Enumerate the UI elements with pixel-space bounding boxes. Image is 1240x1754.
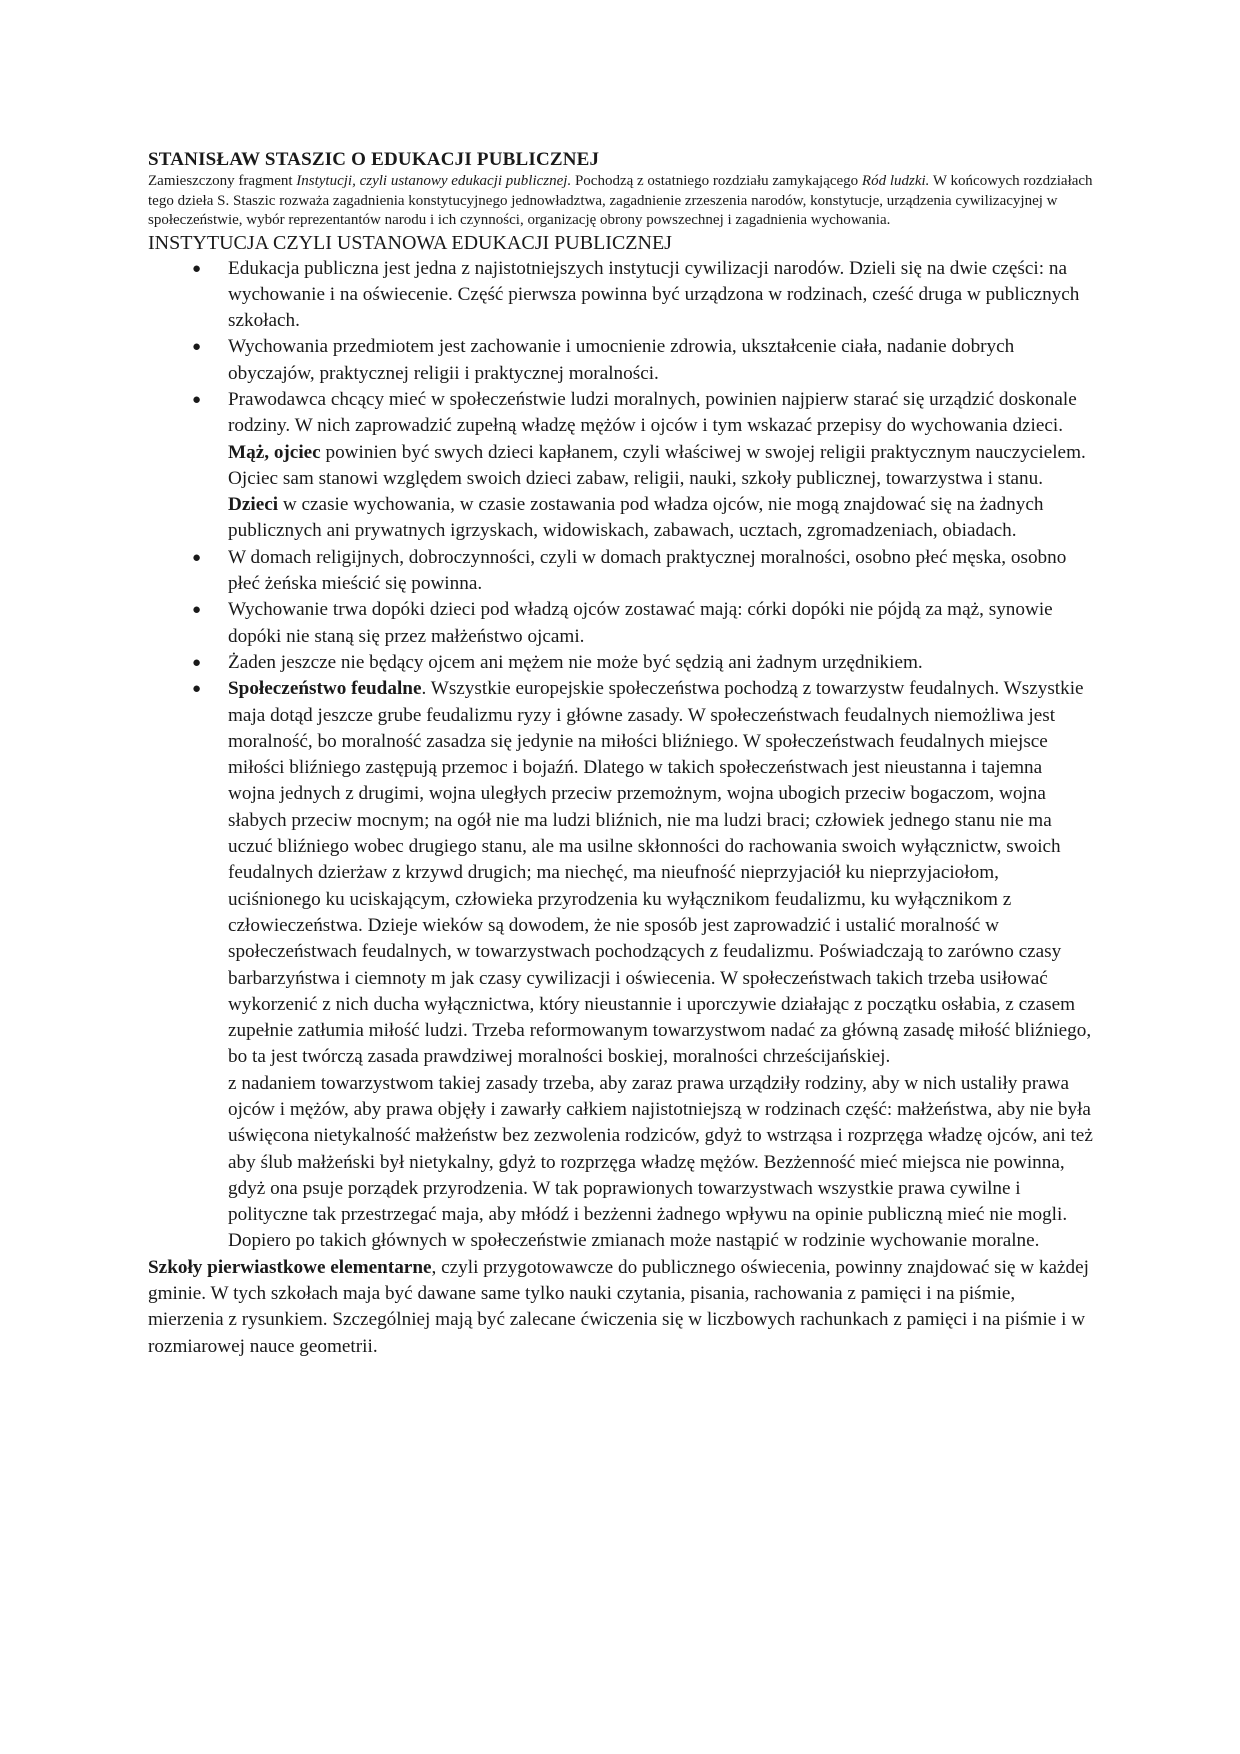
closing-bold: Szkoły pierwiastkowe elementarne [148, 1256, 432, 1278]
list-item [148, 650, 1093, 676]
continuation-paragraph: z nadaniem towarzystwom takiej zasady trzeba, aby zaraz prawa urządziły rodziny, aby w nich ustaliły prawa ojców i mężów, aby prawa objęły i zawarły całkiem najistotniejszą w rodzinach część: małżeństwa, aby nie była uświęcona nietykalność małżeństw bez zezwolenia rodziców, gdyż to wstrząsa i rozprzęga władzę ojców, ani też aby ślub małżeński był nietykalny, gdyż to rozprzęga władzę mężów. Bezżenność mieć miejsca nie powinna, gdyż ona psuje porządek przyrodzenia. W tak poprawionych towarzystwach wszystkie prawa cywilne i polityczne tak przestrzegać maja, aby młódź i bezżenni żadnego wpływu na opinie publiczną mieć nie mogli. Dopiero po takich głównych w społeczeństwie zmianach może nastąpić w rodzinie wychowanie moralne. [228, 1072, 1093, 1252]
closing-text: , czyli przygotowawcze do publicznego oświecenia, powinny znajdować się w każdej gminie. W tych szkołach maja być dawane same tylko nauki czytania, pisania, rachowania z pamięci i na piśmie, mierzenia z rysunkiem. Szczególniej mają być zalecane ćwiczenia się w liczbowych rachunkach z pamięci i na piśmie i w rozmiarowej nauce geometrii. [148, 1256, 1089, 1357]
bullet-icon: ● [192, 339, 202, 356]
intro-text-3: W końcowych rozdziałach tego dzieła S. Staszic rozważa zagadnienia konstytucyjnego jednowładztwa, zagadnienie zrzeszenia narodów, konstytucje, urządzenia cywilizacyjnej w społeczeństwie, wybór reprezentantów narodu i ich czynności, organizację obrony powszechnej i zagadnienia wychowania. [148, 173, 1093, 228]
list-item-bold: Dzieci [228, 494, 279, 516]
list-item-text: Prawodawca chcący mieć w społeczeństwie ludzi moralnych, powinien najpierw starać się urządzić doskonale rodziny. W nich zaprowadzić zupełną władzę mężów i ojców i tym wskazać przepisy do wychowania dzieci. [228, 388, 1077, 437]
intro-text-1: Zamieszczony fragment [148, 173, 297, 189]
intro-text-2: Pochodzą z ostatniego rozdziału zamykającego [571, 173, 862, 189]
document-page [148, 148, 1093, 1360]
list-item-bold: Społeczeństwo feudalne [228, 678, 422, 700]
list-item [148, 256, 1093, 335]
section-heading: INSTYTUCJA CZYLI USTANOWA EDUKACJI PUBLICZNEJ [148, 231, 672, 254]
list-item [148, 387, 1093, 545]
bullet-icon: ● [192, 654, 202, 671]
intro-work-title: Instytucji, czyli ustanowy edukacji publicznej. [296, 173, 572, 189]
closing-paragraph [148, 1255, 1093, 1360]
list-item-text: powinien być swych dzieci kapłanem, czyli właściwej w swojej religii praktycznym nauczycielem. Ojciec sam stanowi względem swoich dzieci zabaw, religii, nauki, szkoły publicznej, towarzystwa i stanu. [228, 441, 1086, 489]
bullet-icon: ● [192, 549, 202, 566]
bullet-list [148, 256, 1093, 1071]
list-item [148, 545, 1093, 598]
list-item-text: Żaden jeszcze nie będący ojcem ani mężem nie może być sędzią ani żadnym urzędnikiem. [228, 651, 923, 673]
intro-paragraph [148, 172, 1093, 231]
list-item-bold: Mąż, ojciec [228, 441, 321, 463]
list-item [148, 334, 1093, 387]
bullet-icon: ● [192, 260, 202, 277]
list-item [148, 676, 1093, 1070]
list-item-text: Wychowanie trwa dopóki dzieci pod władzą ojców zostawać mają: córki dopóki nie pójdą za mąż, synowie dopóki nie staną się przez małżeństwo ojcami. [228, 599, 1053, 647]
bullet-icon: ● [192, 391, 202, 408]
bullet-icon: ● [192, 602, 202, 619]
list-item-text: . Wszystkie europejskie społeczeństwa pochodzą z towarzystw feudalnych. Wszystkie maja dotąd jeszcze grube feudalizmu ryzy i główne zasady. W społeczeństwach feudalnych niemożliwa jest moralność, bo moralność zasadza się jedynie na miłości bliźniego. W społeczeństwach feudalnych miejsce miłości bliźniego zastępują przemoc i bojaźń. Dlatego w takich społeczeństwach jest nieustanna i tajemna wojna jednych z drugimi, wojna uległych przeciw przemożnym, wojna ubogich przeciw bogaczom, wojna słabych przeciw mocnym; na ogół nie ma ludzi bliźnich, nie ma ludzi braci; człowiek jednego stanu nie ma uczuć bliźniego wobec drugiego stanu, ale ma usilne skłonności do rachowania swoich wyłącznictw, swoich feudalnych dzierżaw z krzywd drugich; ma niechęć, ma nieufność nieprzyjaciół ku nieprzyjaciołom, uciśnionego ku uciskającym, człowieka przyrodzenia ku wyłącznikom feudalizmu, ku wyłącznikom z człowieczeństwa. Dzieje wieków są dowodem, że nie sposób jest zaprowadzić i ustalić moralność w społeczeństwach feudalnych, w towarzystwach pochodzących z feudalizmu. Poświadczają to zarówno czasy barbarzyństwa i ciemnoty m jak czasy cywilizacji i oświecenia. W społeczeństwach takich trzeba usiłować wykorzenić z nich ducha wyłącznictwa, który nieustannie i uporczywie działając z początku osłabia, z czasem zupełnie zatłumia miłość ludzi. Trzeba reformowanym towarzystwom nadać za główną zasadę miłość bliźniego, bo ta jest twórczą zasada prawdziwej moralności boskiej, moralności chrześcijańskiej. [228, 678, 1092, 1068]
bullet-icon: ● [192, 681, 202, 698]
document-title: STANISŁAW STASZIC O EDUKACJI PUBLICZNEJ [148, 149, 600, 170]
list-item-text: Wychowania przedmiotem jest zachowanie i umocnienie zdrowia, ukształcenie ciała, nadanie dobrych obyczajów, praktycznej religii i praktycznej moralności. [228, 336, 1015, 384]
list-item [148, 597, 1093, 650]
list-item-text: W domach religijnych, dobroczynności, czyli w domach praktycznej moralności, osobno płeć męska, osobno płeć żeńska mieścić się powinna. [228, 546, 1067, 595]
list-item-text: w czasie wychowania, w czasie zostawania pod władza ojców, nie mogą znajdować się na żadnych publicznych ani prywatnych igrzyskach, widowiskach, zabawach, ucztach, zgromadzeniach, obiadach. [228, 494, 1044, 542]
list-item-text: Edukacja publiczna jest jedna z najistotniejszych instytucji cywilizacji narodów. Dzieli się na dwie części: na wychowanie i na oświecenie. Część pierwsza powinna być urządzona w rodzinach, cześć druga w publicznych szkołach. [228, 257, 1080, 332]
intro-book-title: Ród ludzki. [861, 173, 930, 189]
